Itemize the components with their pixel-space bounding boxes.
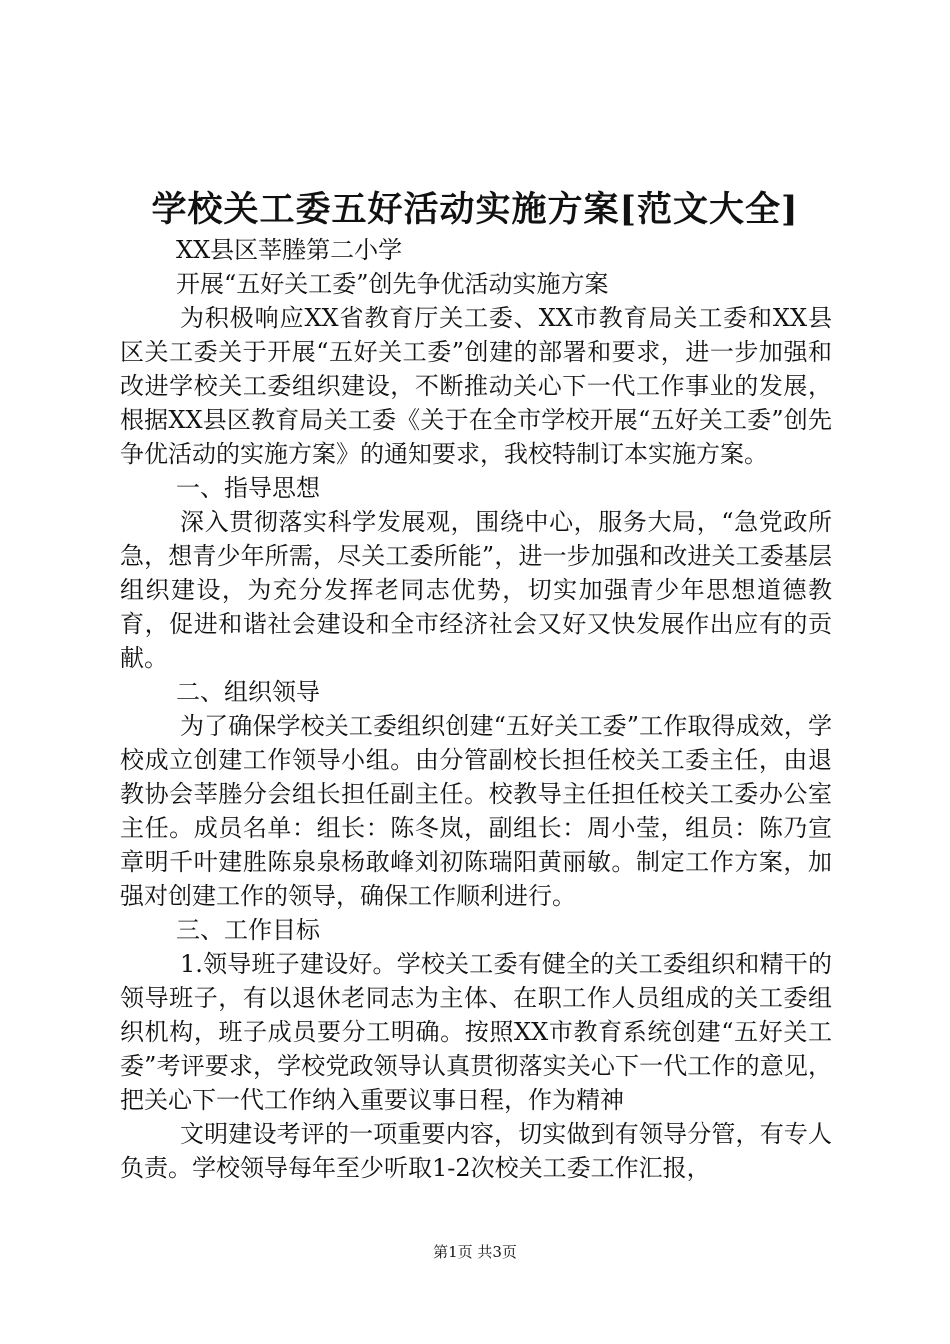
section-heading-work-goals: 三、工作目标 (176, 916, 320, 944)
document-title: 学校关工委五好活动实施方案[范文大全] (151, 189, 799, 230)
organization-paragraph: 为了确保学校关工委组织创建“五好关工委”工作取得成效，学校成立创建工作领导小组。由分管副校长担任校关工委主任，由退教协会莘塍分会组长担任副主任。校教导主任担任校关工委办公室主任。成员名单：组长：陈冬岚，副组长：周小莹，组员：陈乃宣章明千叶建胜陈泉泉杨敢峰刘初陈瑞阳黄丽敏。制定工作方案，加强对创建工作的领导，确保工作顺利进行。 (120, 712, 832, 910)
page-footer: 第1页 共3页 (433, 1243, 517, 1261)
guiding-ideology-paragraph: 深入贯彻落实科学发展观，围绕中心，服务大局，“急党政所急，想青少年所需，尽关工委所能”，进一步加强和改进关工委基层组织建设，为充分发挥老同志优势，切实加强青少年思想道德教育，促进和谐社会建设和全市经济社会又好又快发展作出应有的贡献。 (120, 508, 832, 672)
work-goal-1-paragraph: 1.领导班子建设好。学校关工委有健全的关工委组织和精干的领导班子，有以退休老同志为主体、在职工作人员组成的关工委组织机构，班子成员要分工明确。按照XX市教育系统创建“五好关工委”考评要求，学校党政领导认真贯彻落实关心下一代工作的意见，把关心下一代工作纳入重要议事日程，作为精神 (120, 950, 832, 1114)
document-subtitle: 开展“五好关工委”创先争优活动实施方案 (176, 270, 609, 298)
work-goal-1-continuation: 文明建设考评的一项重要内容，切实做到有领导分管，有专人负责。学校领导每年至少听取1-2次校关工委工作汇报， (120, 1120, 832, 1182)
school-name: XX县区莘塍第二小学 (176, 236, 403, 264)
document-body (120, 233, 832, 1185)
section-heading-guiding-ideology: 一、指导思想 (176, 474, 320, 502)
intro-paragraph: 为积极响应XX省教育厅关工委、XX市教育局关工委和XX县区关工委关于开展“五好关工委”创建的部署和要求，进一步加强和改进学校关工委组织建设，不断推动关心下一代工作事业的发展，根据XX县区教育局关工委《关于在全市学校开展“五好关工委”创先争优活动的实施方案》的通知要求，我校特制订本实施方案。 (120, 304, 832, 468)
section-heading-organization: 二、组织领导 (176, 678, 320, 706)
